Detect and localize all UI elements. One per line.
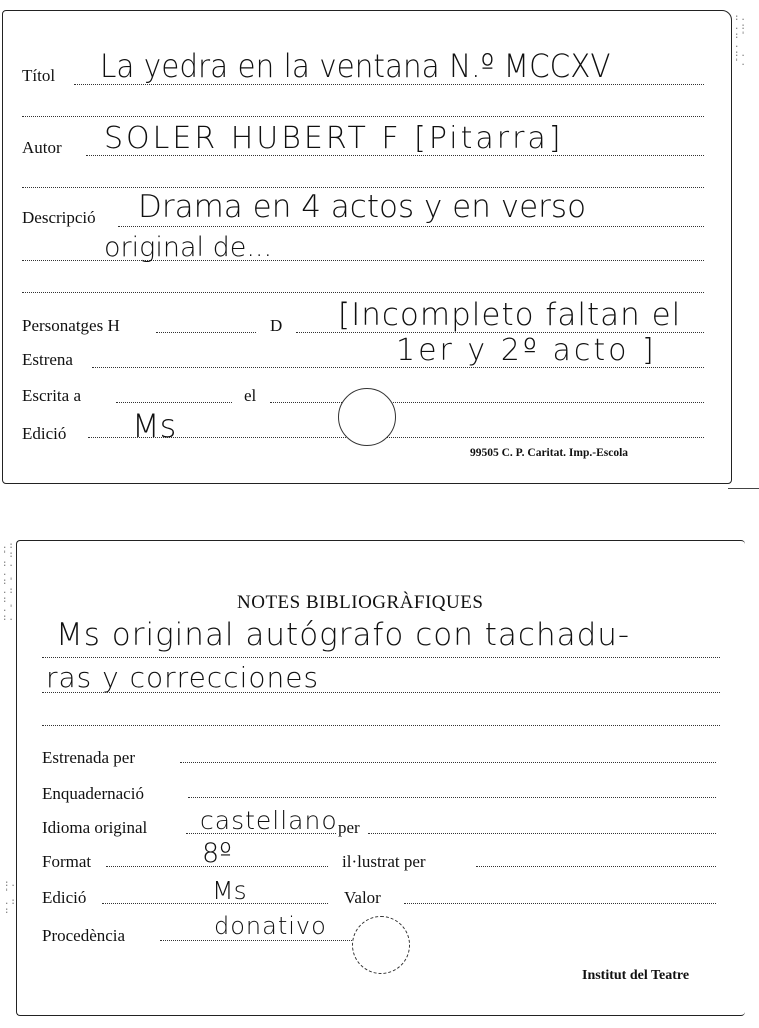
procedencia-line — [160, 940, 352, 941]
cut-line — [728, 488, 759, 489]
escrita-el-line — [270, 402, 704, 403]
estrenada-line — [180, 762, 716, 763]
punch-hole-back — [352, 916, 410, 974]
back-edicio-label: Edició — [42, 888, 87, 907]
notes-value-2: ras y correcciones — [46, 661, 320, 694]
estrena-label: Estrena — [22, 350, 73, 369]
back-edicio-value: Ms — [212, 876, 247, 905]
valor-label: Valor — [344, 888, 381, 907]
illustrat-line — [476, 866, 716, 867]
personatges-d-label: D — [270, 316, 283, 335]
descripcio-value-1: Drama en 4 actos y en verso — [138, 189, 587, 225]
edicio-line — [88, 437, 704, 438]
printer-mark: 99505 C. P. Caritat. Imp.-Escola — [470, 447, 629, 459]
enquadernacio-label: Enquadernació — [42, 784, 144, 803]
escrita-el-label: el — [244, 386, 257, 405]
descripcio-line — [118, 226, 704, 227]
format-label: Format — [42, 852, 92, 871]
escrita-label: Escrita a — [22, 386, 81, 405]
personatges-value: [Incompleto faltan el — [338, 297, 682, 333]
idioma-per-line — [368, 833, 716, 834]
titol-value: La yedra en la ventana N.º MCCXV — [100, 47, 611, 85]
institut-footer: Institut del Teatre — [582, 968, 690, 983]
notes-line-3 — [42, 725, 720, 726]
escrita-line — [116, 402, 232, 403]
notes-value-1: Ms original autógrafo con tachadu- — [56, 617, 631, 653]
edge-speckle-left-2: :. ' .: : — [4, 879, 17, 916]
illustrat-label: il·lustrat per — [342, 852, 426, 871]
format-value: 8º — [202, 838, 232, 869]
notes-heading: NOTES BIBLIOGRÀFIQUES — [237, 592, 484, 613]
personatges-h-line — [156, 332, 256, 333]
autor-line-2 — [22, 187, 704, 188]
estrenada-label: Estrenada per — [42, 748, 135, 767]
valor-line — [404, 903, 716, 904]
descripcio-line-3 — [22, 292, 704, 293]
procedencia-label: Procedència — [42, 926, 126, 945]
descripcio-value-2: original de... — [104, 232, 273, 263]
estrena-value: 1er y 2º acto ] — [396, 333, 657, 368]
edicio-value: Ms — [132, 407, 177, 445]
personatges-label: Personatges H — [22, 316, 120, 335]
idioma-value: castellano — [200, 806, 338, 835]
edge-speckle-left: .: ': :. . :' .: : .' :. — [2, 541, 15, 623]
autor-value: SOLER HUBERT F [Pitarra] — [104, 121, 564, 156]
enquadernacio-line — [188, 797, 716, 798]
notes-line-1 — [42, 657, 720, 658]
punch-hole — [338, 388, 396, 446]
titol-line-2 — [22, 116, 704, 117]
edge-speckle: :. .: :' . :. '. — [734, 13, 747, 68]
titol-label: Títol — [22, 66, 56, 85]
descripcio-label: Descripció — [22, 208, 96, 227]
idioma-per-label: per — [338, 818, 360, 837]
idioma-label: Idioma original — [42, 818, 148, 837]
autor-label: Autor — [22, 138, 62, 157]
edicio-label: Edició — [22, 424, 67, 443]
procedencia-value: donativo — [214, 912, 327, 940]
